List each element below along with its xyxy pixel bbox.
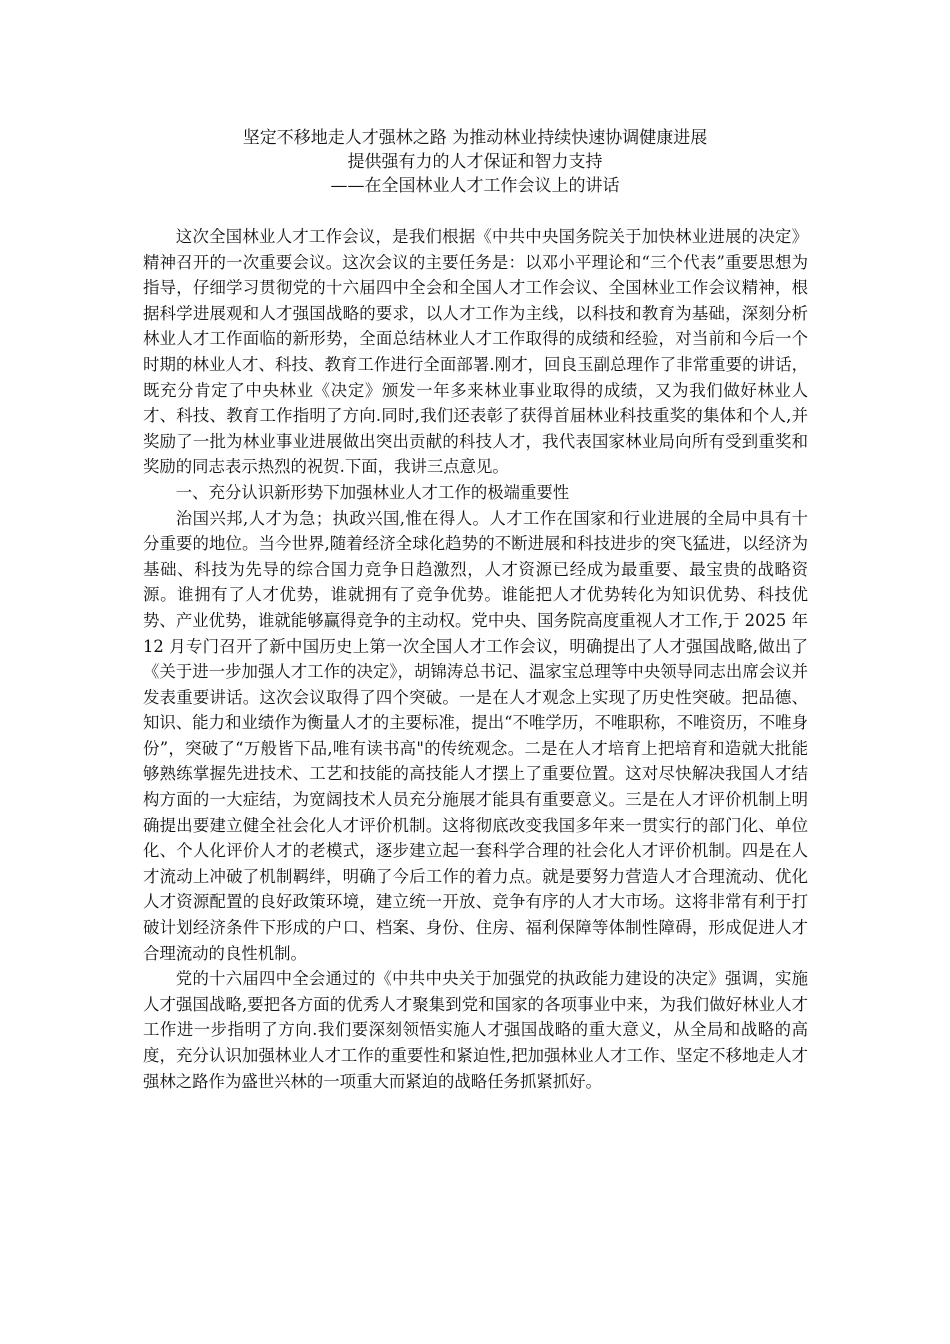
paragraph-section-1b: 党的十六届四中全会通过的《中共中央关于加强党的执政能力建设的决定》强调，实施人才强国战略,要把各方面的优秀人才聚集到党和国家的各项事业中来，为我们做好林业人才工作进一步指明了方向.我们要深刻领悟实施人才强国战略的重大意义，从全局和战略的高度，充分认识加强林业人才工作的重要性和紧迫性,把加强林业人才工作、坚定不移地走人才强林之路作为盛世兴林的一项重大而紧迫的战略任务抓紧抓好。	[143, 969, 808, 1091]
document-body	[143, 224, 808, 1094]
section-heading-1: 一、充分认识新形势下加强林业人才工作的极端重要性	[175, 482, 570, 502]
title-subtitle: ——在全国林业人才工作会议上的讲话	[330, 176, 620, 196]
title-line-1: 坚定不移地走人才强林之路 为推动林业持续快速协调健康进展	[242, 128, 708, 148]
paragraph-section-1a: 治国兴邦,人才为急；执政兴国,惟在得人。人才工作在国家和行业进展的全局中具有十分重要的地位。当今世界,随着经济全球化趋势的不断进展和科技进步的突飞猛进，以经济为基础、科技为先导的综合国力竞争日趋激烈，人才资源已经成为最重要、最宝贵的战略资源。谁拥有了人才优势，谁就拥有了竞争优势。谁能把人才优势转化为知识优势、科技优势、产业优势，谁就能够赢得竞争的主动权。党中央、国务院高度重视人才工作,于 2025 年 12 月专门召开了新中国历史上第一次全国人才工作会议，明确提出了人才强国战略,做出了《关于进一步加强人才工作的决定》，胡锦涛总书记、温家宝总理等中央领导同志出席会议并发表重要讲话。这次会议取得了四个突破。一是在人才观念上实现了历史性突破。把品德、知识、能力和业绩作为衡量人才的主要标准，提出“不唯学历，不唯职称，不唯资历，不唯身份”，突破了“万般皆下品,唯有读书高"的传统观念。二是在人才培育上把培育和造就大批能够熟练掌握先进技术、工艺和技能的高技能人才摆上了重要位置。这对尽快解决我国人才结构方面的一大症结，为宽阔技术人员充分施展才能具有重要意义。三是在人才评价机制上明确提出要建立健全社会化人才评价机制。这将彻底改变我国多年来一贯实行的部门化、单位化、个人化评价人才的老模式，逐步建立起一套科学合理的社会化人才评价机制。四是在人才流动上冲破了机制羁绊，明确了今后工作的着力点。就是要努力营造人才合理流动、优化人才资源配置的良好政策环境，建立统一开放、竞争有序的人才大市场。这将非常有利于打破计划经济条件下形成的户口、档案、身份、住房、福利保障等体制性障碍，形成促进人才合理流动的良性机制。	[143, 508, 808, 963]
title-line-2: 提供强有力的人才保证和智力支持	[347, 152, 603, 172]
paragraph-intro: 这次全国林业人才工作会议，是我们根据《中共中央国务院关于加快林业进展的决定》精神召开的一次重要会议。这次会议的主要任务是：以邓小平理论和“三个代表”重要思想为指导，仔细学习贯彻党的十六届四中全会和全国人才工作会议、全国林业工作会议精神，根据科学进展观和人才强国战略的要求，以人才工作为主线，以科技和教育为基础，深刻分析林业人才工作面临的新形势，全面总结林业人才工作取得的成绩和经验，对当前和今后一个时期的林业人才、科技、教育工作进行全面部署.刚才，回良玉副总理作了非常重要的讲话，既充分肯定了中央林业《决定》颁发一年多来林业事业取得的成绩，又为我们做好林业人才、科技、教育工作指明了方向.同时,我们还表彰了获得首届林业科技重奖的集体和个人,并奖励了一批为林业事业进展做出突出贡献的科技人才，我代表国家林业局向所有受到重奖和奖励的同志表示热烈的祝贺.下面，我讲三点意见。	[143, 227, 808, 477]
document-title	[0, 126, 950, 198]
